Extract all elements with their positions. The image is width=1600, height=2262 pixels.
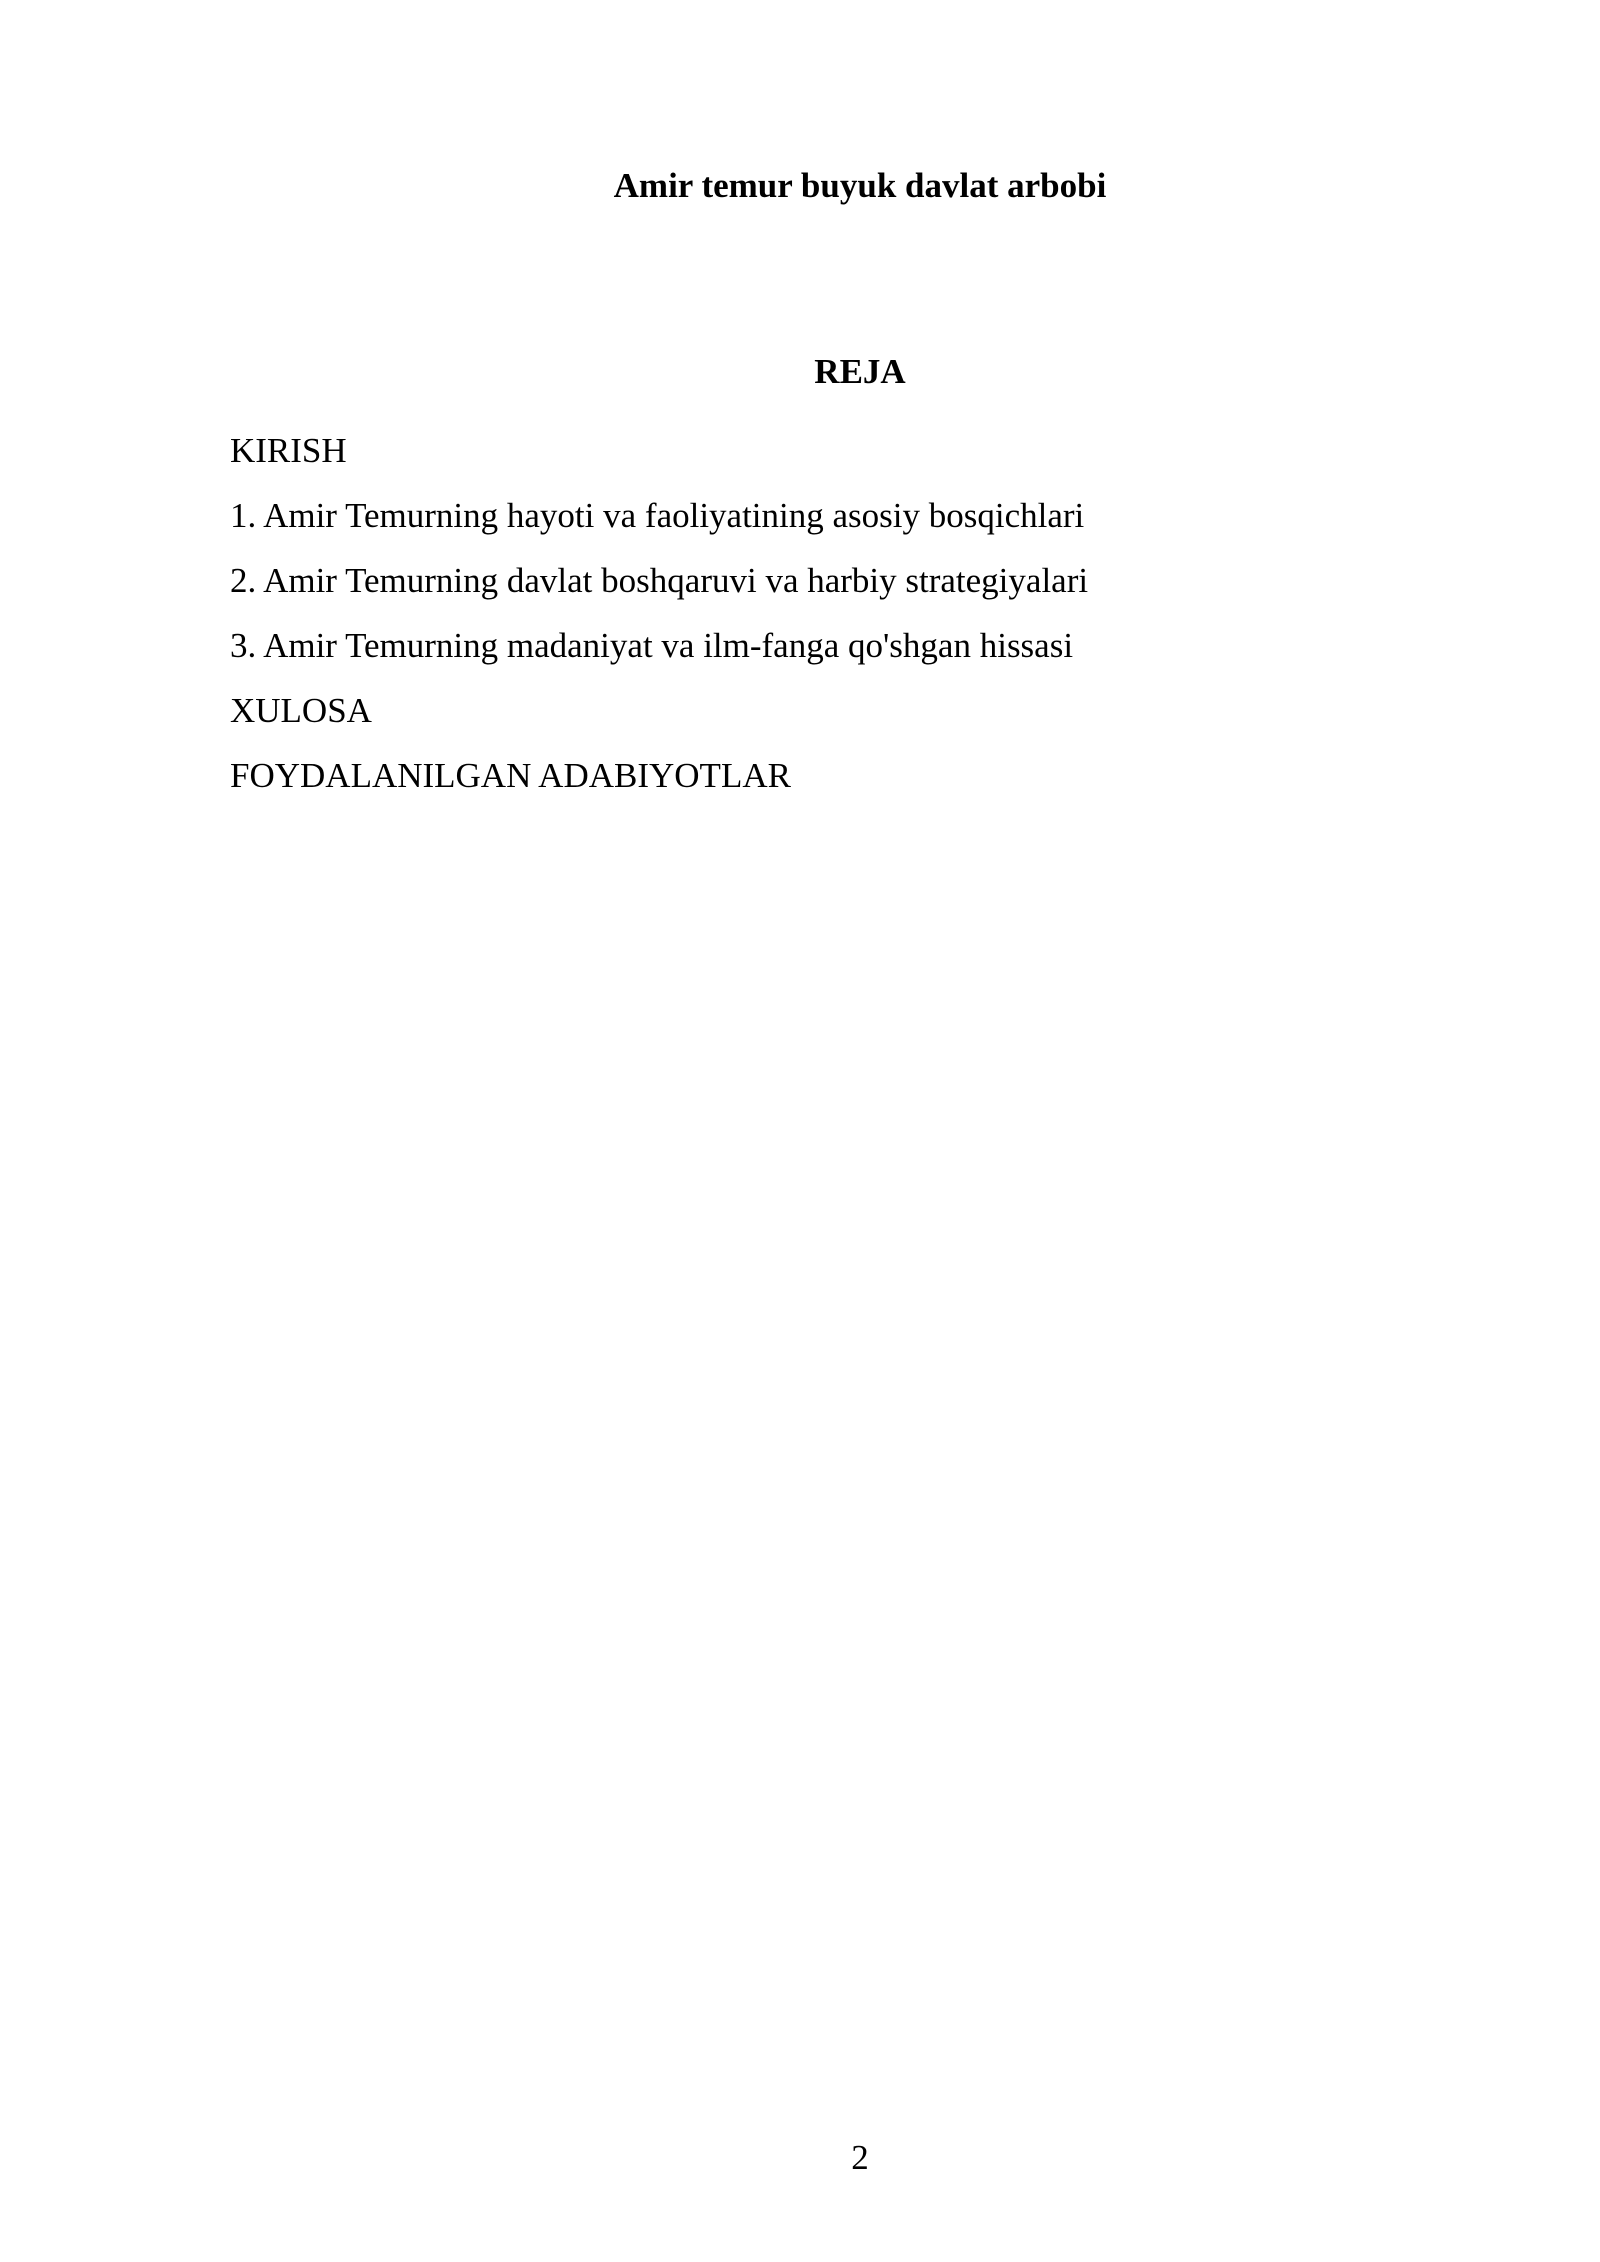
plan-heading: REJA	[814, 352, 906, 391]
document-title: Amir temur buyuk davlat arbobi	[613, 166, 1107, 205]
plan-list	[230, 418, 1430, 808]
page-number: 2	[851, 2138, 869, 2177]
plan-item-conclusion: XULOSA	[230, 691, 372, 730]
plan-item-references: FOYDALANILGAN ADABIYOTLAR	[230, 756, 791, 795]
plan-item-2: 2. Amir Temurning davlat boshqaruvi va harbiy strategiyalari	[230, 561, 1089, 600]
plan-item-introduction: KIRISH	[230, 431, 347, 470]
plan-item-1: 1. Amir Temurning hayoti va faoliyatining asosiy bosqichlari	[230, 496, 1085, 535]
plan-item-3: 3. Amir Temurning madaniyat va ilm-fanga qo'shgan hissasi	[230, 626, 1074, 665]
